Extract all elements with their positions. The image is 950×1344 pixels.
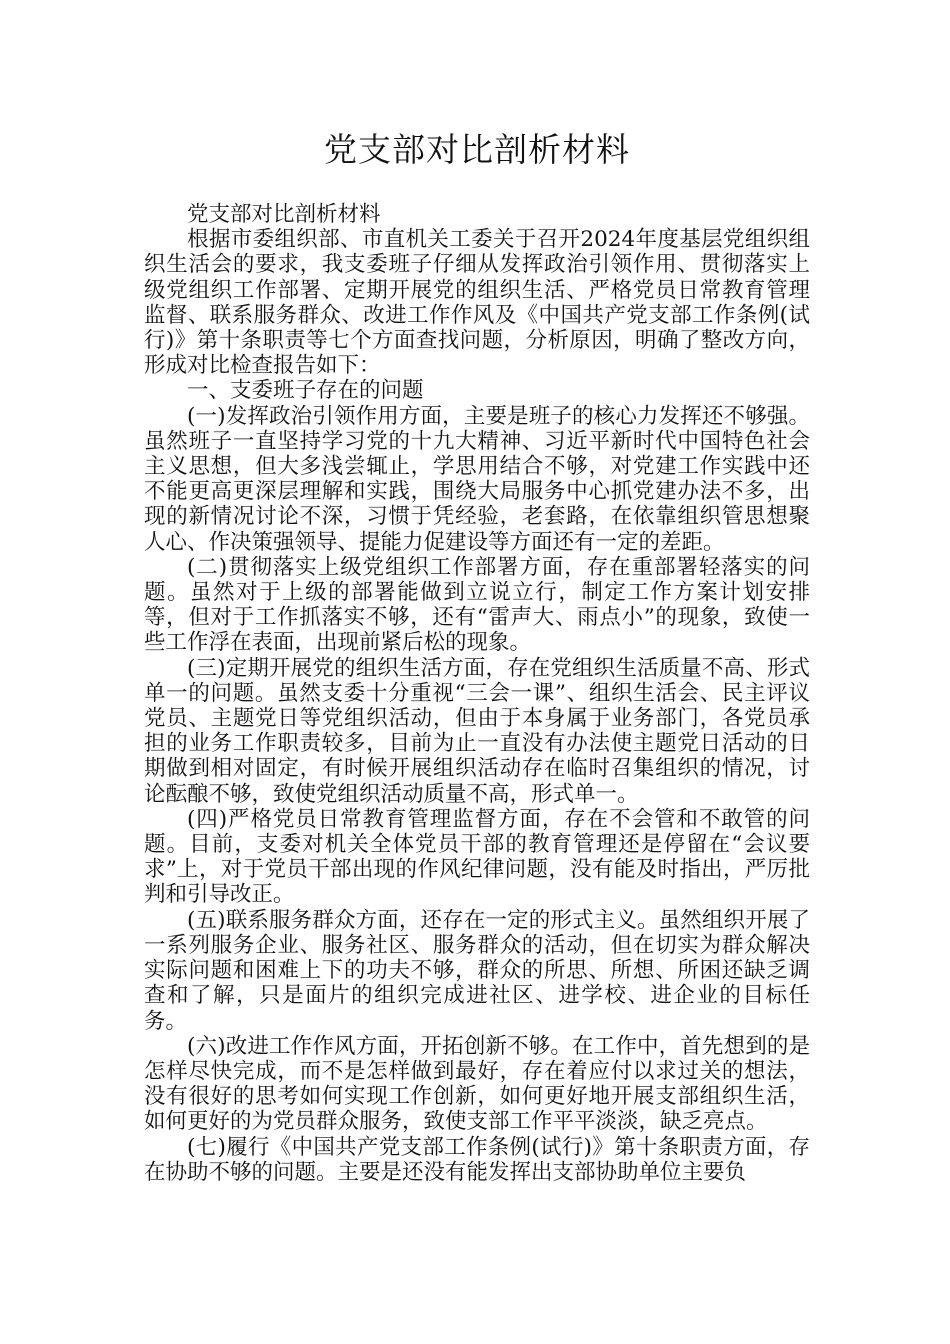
- paragraph-item-4: (四)严格党员日常教育管理监督方面，存在不会管和不敢管的问题。目前，支委对机关全体党员干部的教育管理还是停留在“会议要求”上，对于党员干部出现的作风纪律问题，没有能及时指出，严厉批判和引导改正。: [144, 806, 810, 908]
- paragraph-item-1: (一)发挥政治引领作用方面，主要是班子的核心力发挥还不够强。虽然班子一直坚持学习党的十九大精神、习近平新时代中国特色社会主义思想，但大多浅尝辄止，学思用结合不够，对党建工作实践中还不能更高更深层理解和实践，围绕大局服务中心抓党建办法不多，出现的新情况讨论不深，习惯于凭经验，老套路，在依靠组织管思想聚人心、作决策强领导、提能力促建设等方面还有一定的差距。: [144, 403, 810, 555]
- section-heading: 一、支委班子存在的问题: [187, 378, 424, 404]
- paragraph-item-7: (七)履行《中国共产党支部工作条例(试行)》第十条职责方面，存在协助不够的问题。主要是还没有能发挥出支部协助单位主要负: [144, 1134, 810, 1185]
- paragraph-item-6: (六)改进工作作风方面，开拓创新不够。在工作中，首先想到的是怎样尽快完成，而不是怎样做到最好，存在着应付以求过关的想法，没有很好的思考如何实现工作创新，如何更好地开展支部组织生活，如何更好的为党员群众服务，致使支部工作平平淡淡，缺乏亮点。: [144, 1033, 810, 1135]
- document-page: [144, 124, 810, 1185]
- paragraph-item-3: (三)定期开展党的组织生活方面，存在党组织生活质量不高、形式单一的问题。虽然支委十分重视“三会一课”、组织生活会、民主评议党员、主题党日等党组织活动，但由于本身属于业务部门，各党员承担的业务工作职责较多，目前为止一直没有办法使主题党日活动的日期做到相对固定，有时候开展组织活动存在临时召集组织的情况，讨论酝酿不够，致使党组织活动质量不高，形式单一。: [144, 655, 810, 807]
- paragraph-item-5: (五)联系服务群众方面，还存在一定的形式主义。虽然组织开展了一系列服务企业、服务社区、服务群众的活动，但在切实为群众解决实际问题和困难上下的功夫不够，群众的所思、所想、所困还缺乏调查和了解，只是面片的组织完成进社区、进学校、进企业的目标任务。: [144, 907, 810, 1034]
- paragraph-item-2: (二)贯彻落实上级党组织工作部署方面，存在重部署轻落实的问题。虽然对于上级的部署能做到立说立行，制定工作方案计划安排等，但对于工作抓落实不够，还有“雷声大、雨点小”的现象，致使一些工作浮在表面，出现前紧后松的现象。: [144, 554, 810, 656]
- document-title: 党支部对比剖析材料: [324, 130, 630, 169]
- paragraph-intro: 根据市委组织部、市直机关工委关于召开2024年度基层党组织组织生活会的要求，我支委班子仔细从发挥政治引领作用、贯彻落实上级党组织工作部署、定期开展党的组织生活、严格党员日常教育管理监督、联系服务群众、改进工作作风及《中国共产党支部工作条例(试行)》第十条职责等七个方面查找问题，分析原因，明确了整改方向，形成对比检查报告如下：: [144, 227, 810, 379]
- document-body: [144, 202, 810, 1185]
- paragraph-subtitle: 党支部对比剖析材料: [187, 202, 381, 227]
